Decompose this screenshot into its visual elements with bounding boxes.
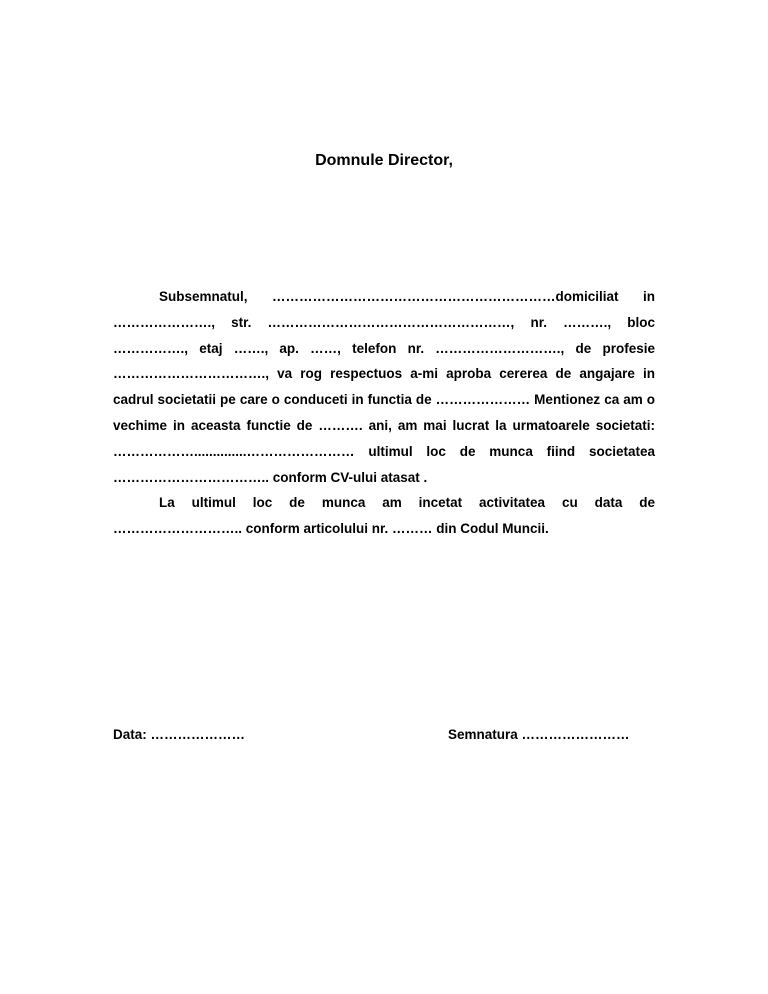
request-paragraph-termination: La ultimul loc de munca am incetat activitatea cu data de ……………………….. conform articolului nr. ……… din Codul Muncii. <box>113 495 655 537</box>
date-line: Data: ………………… <box>113 727 246 742</box>
request-body <box>113 284 655 542</box>
request-paragraph-main: Subsemnatul, ………………………………………………………domiciliat in …………………., str. ………………………………………………, nr. ………., bloc ……………., etaj ……., ap. ……, telefon nr. ………………………., de profesie ……………………………., va rog respectuos a-mi aproba cererea de angajare in cadrul societatii pe care o conduceti in functia de ………………… Mentionez ca am o vechime in aceasta functie de ………. ani, am mai lucrat la urmatoarele societati: ………………..............…………………… ultimul loc de munca fiind societatea …………………………….. conform CV-ului atasat . <box>113 289 655 485</box>
signature-line: Semnatura …………………… <box>448 727 630 742</box>
document-title: Domnule Director, <box>315 152 453 169</box>
